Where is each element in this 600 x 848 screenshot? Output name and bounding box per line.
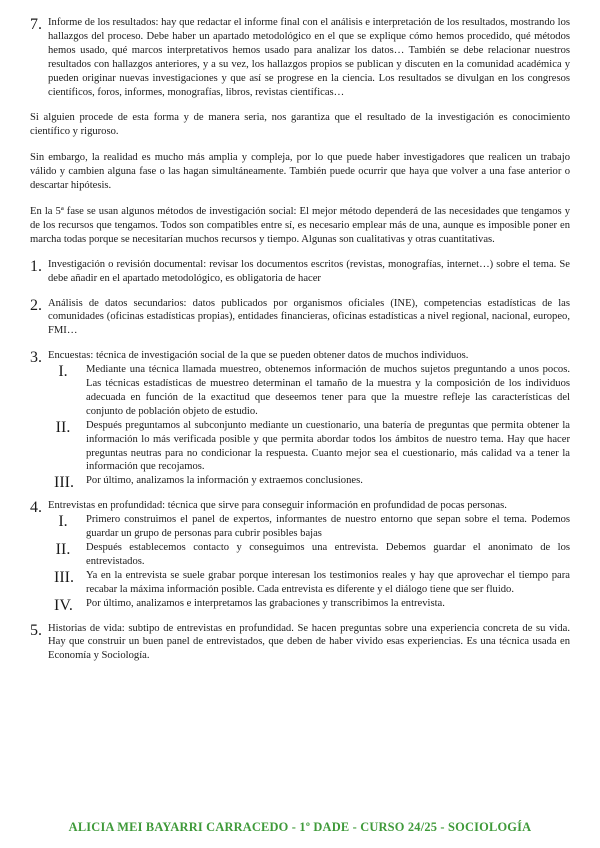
methods-list: [30, 258, 570, 664]
sub-item-text: Primero construimos el panel de expertos, informantes de nuestro entorno que sepan sobre el tema. Podemos guardar un grupo de personas para cubrir posibles bajas: [86, 514, 570, 540]
sub-item-iii: [30, 569, 570, 597]
paragraph-conclusion: Si alguien procede de esta forma y de manera seria, nos garantiza que el resultado de la investigación es conocimiento científico y riguroso.: [30, 112, 570, 138]
list-item-text: Análisis de datos secundarios: datos publicados por organismos oficiales (INE), competencias estadísticas de las comunidades (oficinas estadísticas propias), entidades financieras, oficinas estadísticas a nivel regional, nacional, europeo, FMI…: [48, 297, 570, 337]
list-item-7: [30, 16, 570, 99]
list-number: 2.: [30, 296, 42, 314]
document-page: [30, 16, 570, 663]
sub-item-iv: [30, 596, 570, 614]
list-item-text: Investigación o revisión documental: revisar los documentos escritos (revistas, monografías, internet…) sobre el tema. Se debe añadir en el apartado metodológico, es obligatoria de hacer: [48, 258, 570, 284]
roman-numeral: I.: [58, 363, 68, 381]
sub-item-text: Después preguntamos al subconjunto mediante un cuestionario, una batería de preguntas que permita obtener la información lo más verificada posible y que permita abordar todos los ámbitos de nuestro tema. Hay que hacer preguntas neutras para no condicionar la respuesta. Cuanto mejor sea el cuestionario, más calidad va a tener la información que recojamos.: [86, 419, 570, 473]
sub-item-i: [30, 513, 570, 541]
method-item-life-stories: [30, 622, 570, 664]
roman-numeral: II.: [55, 418, 71, 436]
list-item-text: Informe de los resultados: hay que redactar el informe final con el análisis e interpretación de los resultados, mostrando los hallazgos del proceso. Debe haber un apartado metodológico en el que se explique cómo hemos procedido, qué métodos hemos usado, qué marcos interpretativos hemos usado para analizar los datos… También se debe relacionar nuestros resultados con hallazgos anteriores, y a su vez, los hallazgos propios se publican y discuten en la comunidad académica y pueden originar nuevas investigaciones y que así se progrese en la ciencia. Los resultados se divulgan en los congresos científicos, foros, informes, monografías, libros, revistas científicas…: [48, 17, 570, 98]
sub-item-text: Ya en la entrevista se suele grabar porque interesan los testimonios reales y hay que aprovechar el tiempo para recabar la máxima información posible. Cada entrevista es diferente y el diálogo tiene que ser fluido.: [86, 569, 570, 595]
sub-item-text: Por último, analizamos la información y extraemos conclusiones.: [86, 475, 363, 487]
roman-numeral: II.: [55, 541, 71, 558]
sub-item-iii: [30, 474, 570, 492]
list-number: 4.: [30, 499, 42, 517]
sub-item-i: [30, 363, 570, 419]
roman-numeral: I.: [58, 513, 68, 531]
paragraph-reality: Sin embargo, la realidad es mucho más amplia y compleja, por lo que puede haber investigadores que realicen un trabajo válido y cambien alguna fase o las hagan simultáneamente. También puede ocurrir que haya que volver a una fase anterior o descartar hipótesis.: [30, 152, 570, 192]
paragraph-methods-intro: En la 5ª fase se usan algunos métodos de investigación social: El mejor método dependerá de las necesidades que tengamos y de los recursos que tengamos. Todos son compatibles entre sí, es necesario emplear más de una, aunque es imposible poner en marcha todas porque se necesitarían muchos recursos y tiempo. Algunas son cualitativas y otras cuantitativas.: [30, 205, 570, 245]
sub-item-text: Después establecemos contacto y conseguimos una entrevista. Debemos guardar el anonimato de los entrevistados.: [86, 542, 570, 567]
sub-item-text: Por último, analizamos e interpretamos las grabaciones y transcribimos la entrevista.: [86, 597, 445, 609]
method-item-documental: [30, 258, 570, 286]
list-item-text: Historias de vida: subtipo de entrevistas en profundidad. Se hacen preguntas sobre una experiencia concreta de su vida. Hay que construir un buen panel de entrevistados, que deben de haber vivido esas experiencias. Es una técnica usada en Economía y Sociología.: [48, 622, 570, 662]
list-number: 5.: [30, 621, 42, 639]
list-number: 1.: [30, 257, 42, 275]
method-item-interviews: [30, 499, 570, 614]
roman-numeral: III.: [54, 474, 74, 492]
list-item-text: Entrevistas en profundidad: técnica que sirve para conseguir información en profundidad de pocas personas.: [48, 500, 507, 512]
roman-numeral: IV.: [54, 596, 73, 614]
sub-item-ii: [30, 541, 570, 569]
method-item-surveys: [30, 349, 570, 492]
sub-item-text: Mediante una técnica llamada muestreo, obtenemos información de muchos sujetos preguntando a unos pocos. Las técnicas estadísticas de muestreo determinan el tamaño de la muestra y la composición de los individuos adecuada en función de la exactitud que deseemos tener para que la muestre refleje las características del conjunto de población objeto de estudio.: [86, 364, 570, 417]
list-item-text: Encuestas: técnica de investigación social de la que se pueden obtener datos de muchos individuos.: [48, 350, 469, 362]
list-number: 3.: [30, 349, 42, 367]
roman-numeral: III.: [54, 568, 74, 586]
sub-item-ii: [30, 419, 570, 475]
list-number: 7.: [30, 16, 42, 33]
page-footer: ALICIA MEI BAYARRI CARRACEDO - 1º DADE - CURSO 24/25 - SOCIOLOGÍA: [68, 820, 532, 834]
method-item-secondary-data: [30, 297, 570, 339]
